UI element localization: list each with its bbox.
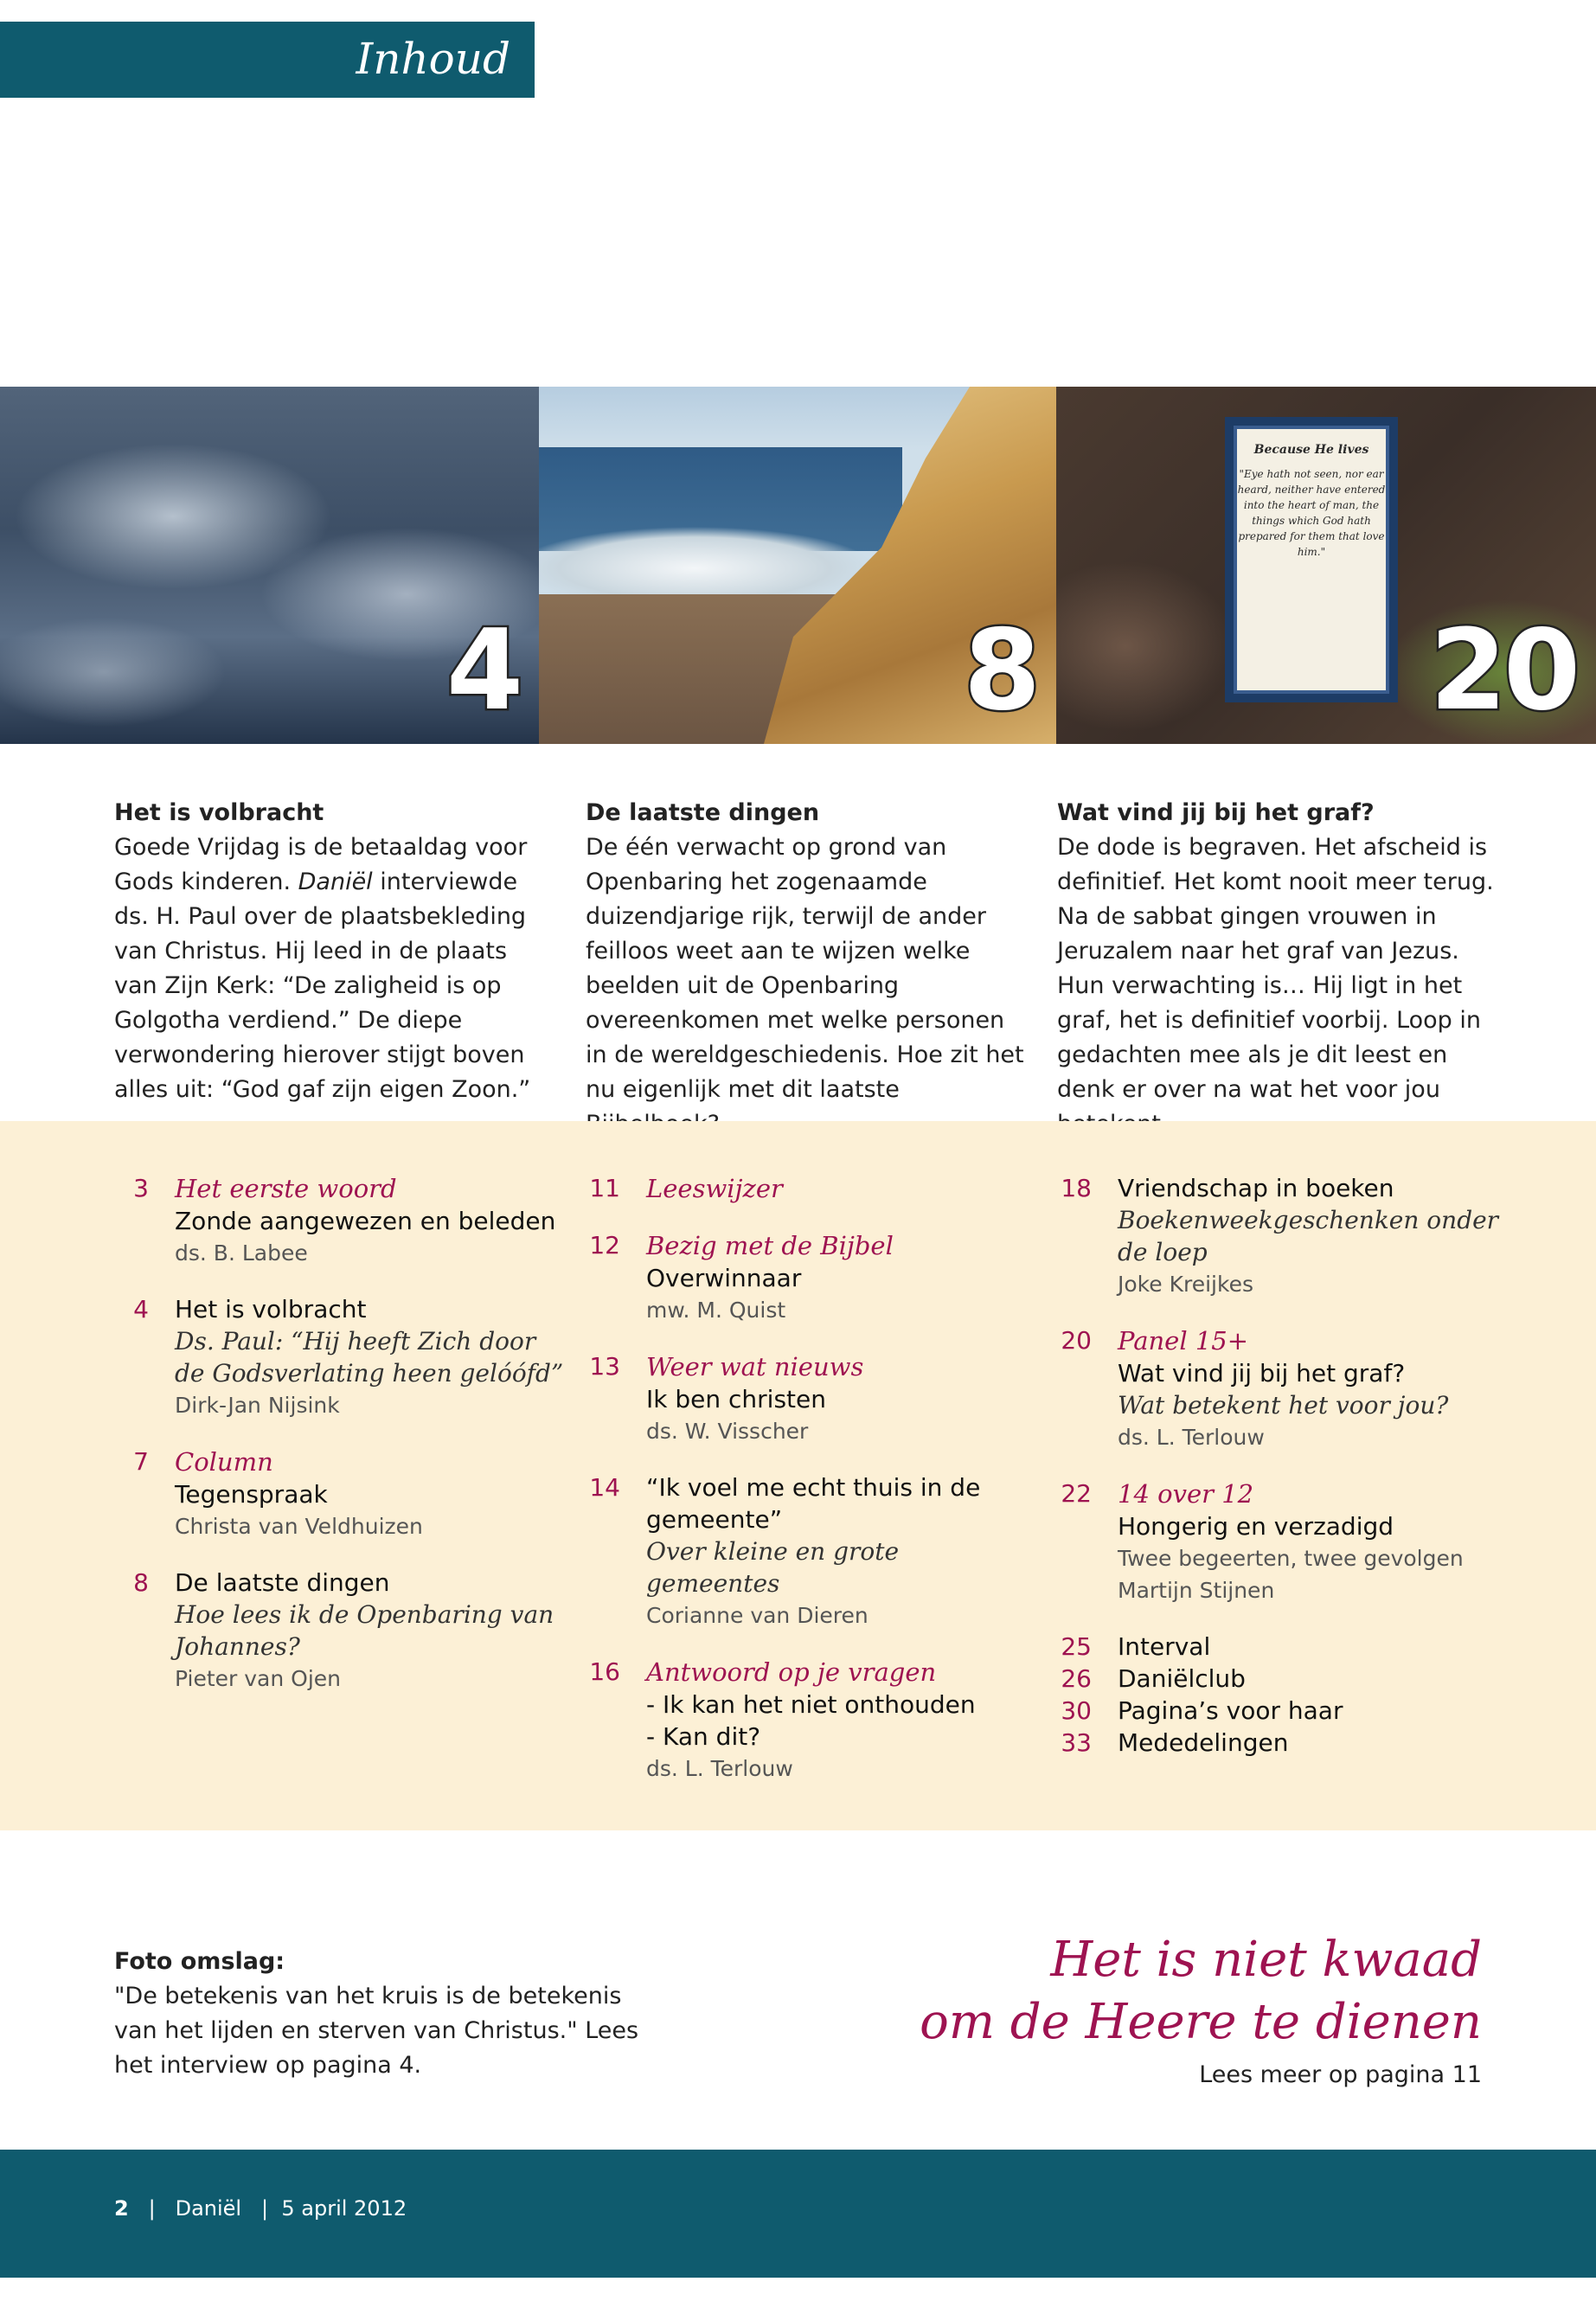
toc-author: ds. W. Visscher [646, 1419, 809, 1444]
toc-entry[interactable] [586, 1172, 1035, 1205]
toc-page-number: 22 [1061, 1479, 1092, 1508]
toc-entry[interactable] [114, 1567, 564, 1695]
toc-page-number: 20 [1061, 1326, 1092, 1355]
toc-page-number: 25 [1061, 1632, 1092, 1661]
toc-subtitle: Over kleine en grote gemeentes [646, 1537, 900, 1598]
toc-title: Interval [1118, 1632, 1211, 1661]
toc-category: Column [175, 1447, 273, 1477]
toc-page-number: 8 [133, 1568, 149, 1597]
toc-author: Corianne van Dieren [646, 1603, 869, 1628]
feature-text: De één verwacht op grond van Openbaring het zogenaamde duizendjarige rijk, terwijl de ander feilloos weet aan te wijzen welke beelden uit de Openbaring overeenkomen met welke personen in de wereldgeschiedenis. Hoe zit het nu eigenlijk met dit laatste [586, 834, 1024, 1103]
toc-author: Joke Kreijkes [1118, 1272, 1253, 1297]
toc-author: ds. L. Terlouw [646, 1756, 793, 1781]
toc-entry[interactable] [1057, 1631, 1507, 1663]
toc-page-number: 26 [1061, 1664, 1092, 1693]
toc-page-number: 7 [133, 1447, 149, 1476]
photo-grave-plaque[interactable] [1056, 387, 1596, 744]
toc-page-number: 12 [589, 1231, 620, 1259]
toc-author: ds. L. Terlouw [1118, 1425, 1265, 1450]
toc-subtitle: Boekenweekgeschenken onder de loep [1118, 1206, 1499, 1266]
plaque [1225, 417, 1398, 702]
toc-category: Het eerste woord [175, 1174, 397, 1203]
toc-subtitle: Ds. Paul: “Hij heeft Zich door de Godsverlating heen gelóófd” [175, 1327, 564, 1388]
toc-category: 14 over 12 [1118, 1479, 1254, 1509]
toc-page-number: 14 [589, 1473, 620, 1502]
toc-title: Het is volbracht [175, 1295, 367, 1324]
cover-heading: Foto omslag: [114, 1948, 285, 1975]
toc-entry[interactable] [586, 1229, 1035, 1326]
feature-title[interactable]: De laatste dingen [586, 799, 820, 826]
toc-page-number: 4 [133, 1295, 149, 1324]
toc-author: Christa van Veldhuizen [175, 1514, 423, 1539]
toc-column-3 [1057, 1172, 1507, 1759]
toc-column-2 [586, 1172, 1035, 1809]
toc-entry[interactable] [1057, 1172, 1507, 1300]
feature-intro [114, 796, 555, 1107]
footer-magazine: Daniël [175, 2196, 242, 2221]
toc-title: Vriendschap in boeken [1118, 1174, 1394, 1202]
quote-line-1: Het is niet kwaad [1050, 1932, 1482, 1988]
feature-title[interactable]: Het is volbracht [114, 799, 324, 826]
toc-title: Hongerig en verzadigd [1118, 1512, 1394, 1541]
toc-title: De laatste dingen [175, 1568, 390, 1597]
toc-subtitle: Hoe lees ik de Openbaring van Johannes? [175, 1600, 554, 1661]
toc-title: Ik ben christen [646, 1385, 826, 1413]
toc-title: - Ik kan het niet onthouden [646, 1690, 976, 1719]
toc-page-number: 11 [589, 1174, 620, 1202]
toc-entry[interactable] [586, 1350, 1035, 1447]
page-footer [0, 2150, 1596, 2278]
toc-column-1 [114, 1172, 564, 1719]
photo-storm-clouds[interactable] [0, 387, 539, 744]
toc-title: Wat vind jij bij het graf? [1118, 1359, 1406, 1388]
footer-page-number: 2 [114, 2196, 129, 2221]
toc-page-number: 16 [589, 1657, 620, 1686]
feature-title[interactable]: Wat vind jij bij het graf? [1057, 799, 1375, 826]
toc-author: Dirk-Jan Nijsink [175, 1393, 340, 1418]
toc-entry[interactable] [1057, 1727, 1507, 1759]
photo-page-number: 8 [963, 606, 1037, 735]
footer-text: 2 | Daniël | 5 april 2012 [114, 2196, 407, 2221]
toc-author: Martijn Stijnen [1118, 1578, 1275, 1603]
toc-category: Antwoord op je vragen [646, 1657, 937, 1687]
photo-coast[interactable] [539, 387, 1056, 744]
section-title: Inhoud [356, 34, 510, 84]
read-more-link[interactable]: Lees meer op pagina 11 [1199, 2061, 1482, 2088]
feature-text: De dode is begraven. Het afscheid is definitief. Het komt nooit meer terug. Na de sabbat gingen vrouwen in Jeruzalem naar het graf van Jezus. Hun verwachting is… Hij ligt in het graf, het is definitief voorbij. Loop in gedachten mee als je dit leest en denk er over na wat het voor jou [1057, 834, 1494, 1103]
toc-entry[interactable] [1057, 1477, 1507, 1606]
toc-author: mw. M. Quist [646, 1298, 786, 1323]
plaque-text: "Eye hath not seen, nor ear heard, neither have entered into the heart of man, the things which God hath prepared for them that love him." [1237, 468, 1386, 558]
toc-entry[interactable] [586, 1656, 1035, 1785]
toc-page-number: 18 [1061, 1174, 1092, 1202]
feature-intro [1057, 796, 1498, 1142]
photo-page-number: 4 [445, 606, 520, 735]
toc-title: Overwinnaar [646, 1264, 802, 1292]
toc-title: “Ik voel me echt thuis in de gemeente” [646, 1473, 981, 1534]
cover-text: "De betekenis van het kruis is de betekenis van het lijden en sterven van Christus." Lees het interview op pagina 4. [114, 1983, 639, 2079]
toc-category: Leeswijzer [646, 1174, 783, 1203]
quote-line-2: om de Heere te dienen [920, 1994, 1482, 2050]
toc-title: - Kan dit? [646, 1722, 761, 1751]
section-tab [0, 22, 535, 98]
toc-page-number: 3 [133, 1174, 149, 1202]
toc-entry[interactable] [114, 1172, 564, 1269]
toc-category: Weer wat nieuws [646, 1352, 864, 1381]
cover-photo-caption [114, 1945, 668, 2083]
toc-entry[interactable] [1057, 1695, 1507, 1727]
toc-subtitle: Wat betekent het voor jou? [1118, 1391, 1449, 1420]
feature-text: Goede Vrijdag is de betaaldag voor Gods kinderen. Daniël interviewde ds. H. Paul over de plaatsbekleding van Christus. Hij leed in de plaats van Zijn Kerk: “De zaligheid is op Golgotha verdiend.” De diepe verwondering hierover stijgt boven alles uit: “God gaf zijn eigen Zoon.” [114, 834, 531, 1103]
pull-quote [790, 1929, 1482, 2093]
plaque-title: Because He lives [1253, 443, 1369, 457]
toc-title: Daniëlclub [1118, 1664, 1246, 1693]
toc-title: Zonde aangewezen en beleden [175, 1207, 556, 1235]
toc-page-number: 33 [1061, 1728, 1092, 1757]
toc-entry[interactable] [114, 1293, 564, 1421]
toc-category: Panel 15+ [1118, 1326, 1249, 1356]
toc-author: Pieter van Ojen [175, 1666, 342, 1691]
toc-category: Bezig met de Bijbel [646, 1231, 894, 1260]
photo-page-number: 20 [1429, 606, 1577, 735]
footer-date: 5 april 2012 [281, 2196, 407, 2221]
toc-page-number: 30 [1061, 1696, 1092, 1725]
toc-title: Pagina’s voor haar [1118, 1696, 1343, 1725]
toc-author: Twee begeerten, twee gevolgen [1118, 1546, 1464, 1571]
toc-title: Mededelingen [1118, 1728, 1289, 1757]
feature-intro [586, 796, 1027, 1142]
toc-entry[interactable] [586, 1471, 1035, 1631]
toc-title: Tegenspraak [175, 1480, 328, 1509]
toc-entry[interactable] [1057, 1663, 1507, 1695]
toc-author: ds. B. Labee [175, 1240, 308, 1266]
toc-page-number: 13 [589, 1352, 620, 1381]
toc-entry[interactable] [114, 1445, 564, 1542]
toc-entry[interactable] [1057, 1324, 1507, 1453]
